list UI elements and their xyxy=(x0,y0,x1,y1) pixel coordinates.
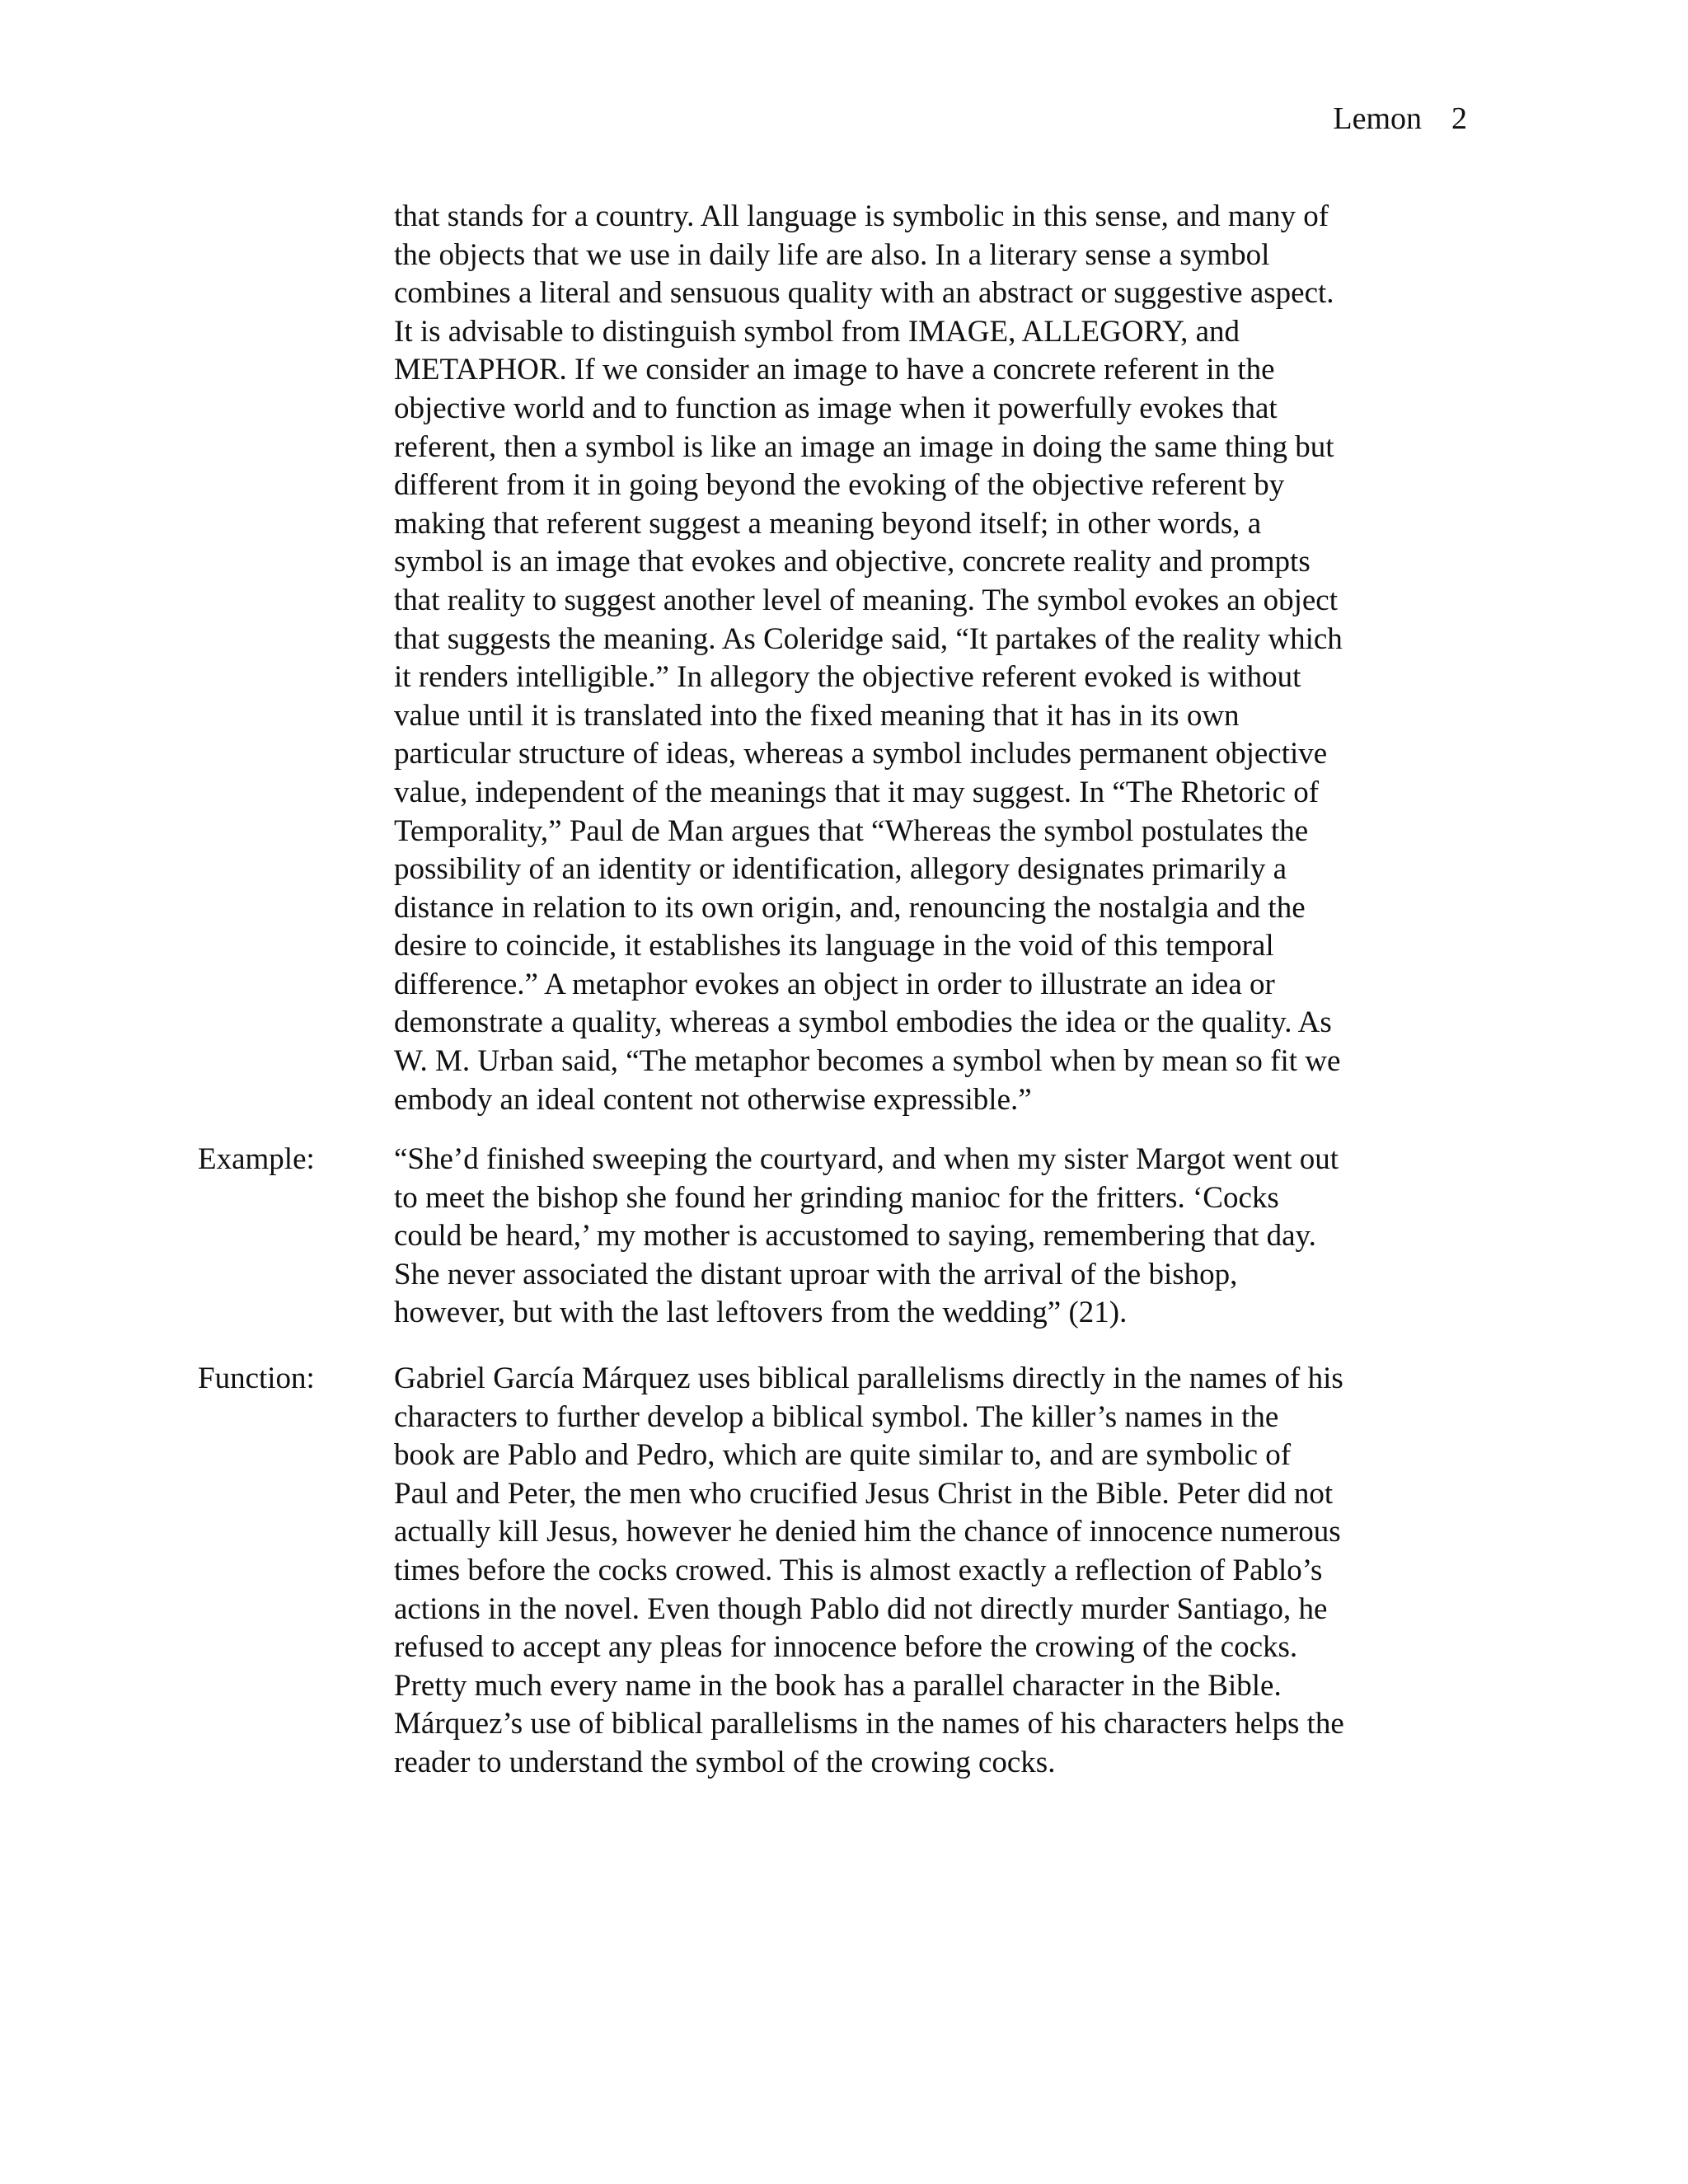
header-author: Lemon xyxy=(1333,101,1422,136)
example-label: Example: xyxy=(198,1142,315,1176)
example-text: “She’d finished sweeping the courtyard, and when my sister Margot went out to meet the bishop she found her grinding manioc for the fritters. ‘Cocks could be heard,’ my mother is accustomed to saying, remembering that day. She never associated the distant uproar with the arrival of the bishop, however, but with the last leftovers from the wedding” (21). xyxy=(394,1142,1339,1330)
definition-text: that stands for a country. All language is symbolic in this sense, and many of the objects that we use in daily life are also. In a literary sense a symbol combines a literal and sensuous quality with an abstract or suggestive aspect. It is advisable to distinguish symbol from IMAGE, ALLEGORY, and METAPHOR. If we consider an image to have a concrete referent in the objective world and to function as image when it powerfully evokes that referent, then a symbol is like an image an image in doing the same thing but different from it in going beyond the evoking of the objective referent by making that referent suggest a meaning beyond itself; in other words, a symbol is an image that evokes and objective, concrete reality and prompts that reality to suggest another level of meaning. The symbol evokes an object that suggests the meaning. As Coleridge said, “It partakes of the reality which it renders intelligible.” In allegory the objective referent evoked is without value until it is translated into the fixed meaning that it has in its own particular structure of ideas, whereas a symbol includes permanent objective value, independent of the meanings that it may suggest. In “The Rhetoric of Temporality,” Paul de Man argues that “Whereas the symbol postulates the possibility of an identity or identification, allegory designates primarily a distance in relation to its own origin, and, renouncing the nostalgia and the desire to coincide, it establishes its language in the void of this temporal difference.” A metaphor evokes an object in order to illustrate an idea or demonstrate a quality, whereas a symbol embodies the idea or the quality. As W. M. Urban said, “The metaphor becomes a symbol when by mean so fit we embody an ideal content not otherwise expressible.” xyxy=(394,199,1343,1117)
header-page-number: 2 xyxy=(1451,101,1467,136)
function-text: Gabriel García Márquez uses biblical parallelisms directly in the names of his characters to further develop a biblical symbol. The killer’s names in the book are Pablo and Pedro, which are quite similar to, and are symbolic of Paul and Peter, the men who crucified Jesus Christ in the Bible. Peter did not actually kill Jesus, however he denied him the chance of innocence numerous times before the cocks crowed. This is almost exactly a reflection of Pablo’s actions in the novel. Even though Pablo did not directly murder Santiago, he refused to accept any pleas for innocence before the crowing of the cocks. Pretty much every name in the book has a parallel character in the Bible. Márquez’s use of biblical parallelisms in the names of his characters helps the reader to understand the symbol of the crowing cocks. xyxy=(394,1361,1344,1779)
function-label: Function: xyxy=(198,1361,315,1395)
page-header xyxy=(1333,97,1467,140)
